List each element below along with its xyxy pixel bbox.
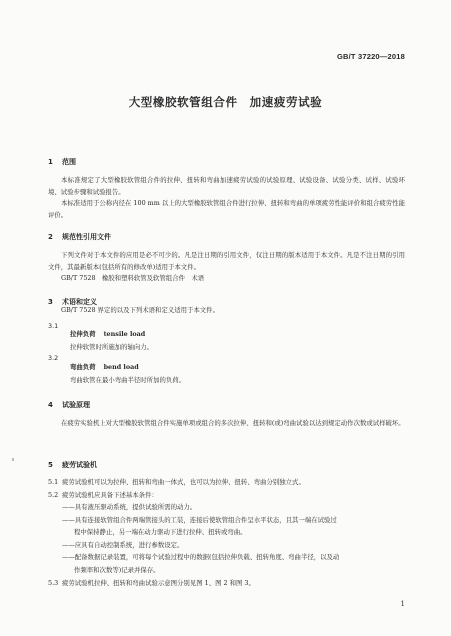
- clause-5-1: 5.1 疲劳试验机可以为拉伸、扭转和弯曲一体式，也可以为拉伸、扭转、弯曲分别独立式。: [48, 478, 305, 486]
- requirement-item: ——应具有自动控制系统，进行参数设定。: [62, 541, 184, 549]
- section-3-heading: 3 术语和定义: [48, 298, 97, 306]
- section-4-heading: 4 试验原理: [48, 401, 90, 409]
- section-4-paragraph: 在疲劳实验机上对大型橡胶软管组合件实施单项或组合的多次拉伸、扭转和(或)弯曲试验以达到规定动作次数或试样破坏。: [61, 419, 405, 427]
- term-3-2-number: 3.2: [48, 354, 59, 362]
- term-3-2-definition: 弯曲软管在最小弯曲半径时所加的负荷。: [70, 376, 186, 384]
- term-3-1: [70, 330, 145, 339]
- term-3-1-definition: 拉伸软管时所施加的轴向力。: [70, 343, 154, 351]
- section-2-paragraph: 下列文件对于本文件的应用是必不可少的。凡是注日期的引用文件，仅注日期的版本适用于本文件。凡是不注日期的引用文件，其最新版本(包括所有的修改单)适用于本文件。: [48, 251, 405, 271]
- section-1-heading: 1 范围: [48, 158, 76, 166]
- normative-reference: GB/T 7528 橡胶和塑料软管及软管组合件 术语: [61, 274, 205, 282]
- requirement-item: ——具有液压驱动系统，提供试验所需的动力。: [62, 503, 197, 511]
- standard-number: GB/T 37220—2018: [336, 52, 405, 61]
- requirement-item-continuation: 程中保持静止，另一端在动力驱动下进行拉伸、扭转或弯曲。: [74, 528, 247, 536]
- term-3-1-chinese: 拉伸负荷: [70, 330, 96, 338]
- requirement-item: ——具有连接软管组合件两端管接头的工装，连接后使软管组合件呈水平状态，且其一端在试验过: [62, 516, 337, 524]
- term-3-1-english: tensile load: [103, 330, 146, 338]
- term-3-1-number: 3.1: [48, 322, 59, 330]
- section-3-paragraph: GB/T 7528 界定的以及下列术语和定义适用于本文件。: [61, 306, 219, 314]
- document-title: 大型橡胶软管组合件 加速疲劳试验: [128, 95, 323, 109]
- requirement-item: ——配备数据记录装置，可将每个试验过程中的数据(包括拉伸负载、扭转角度、弯曲半径，以及动: [62, 553, 340, 561]
- term-3-2-chinese: 弯曲负荷: [70, 363, 96, 371]
- section-5-heading: 5 疲劳试验机: [48, 461, 97, 469]
- requirement-item-continuation: 作频率和次数等)记录并保存。: [74, 566, 160, 574]
- clause-5-3: 5.3 疲劳试验机拉伸、扭转和弯曲试验示意图分别见图 1、图 2 和图 3。: [48, 579, 255, 587]
- scan-speck: [12, 458, 14, 461]
- term-3-2-english: bend load: [103, 363, 139, 371]
- clause-5-2: 5.2 疲劳试验机应具备下述基本条件：: [48, 491, 158, 499]
- page-number: 1: [400, 600, 405, 608]
- section-2-heading: 2 规范性引用文件: [48, 233, 111, 241]
- section-1-paragraph-2: 本标准适用于公称内径在 100 mm 以上的大型橡胶软管组合件进行拉伸、扭转和弯曲的单项疲劳性能评价和组合疲劳性能评价。: [48, 199, 405, 219]
- term-3-2: [70, 363, 139, 372]
- section-1-paragraph-1: 本标准规定了大型橡胶软管组合件的拉伸、扭转和弯曲加速疲劳试验的试验原理、试验设备、试验分类、试样、试验环境、试验步骤和试验报告。: [48, 176, 405, 196]
